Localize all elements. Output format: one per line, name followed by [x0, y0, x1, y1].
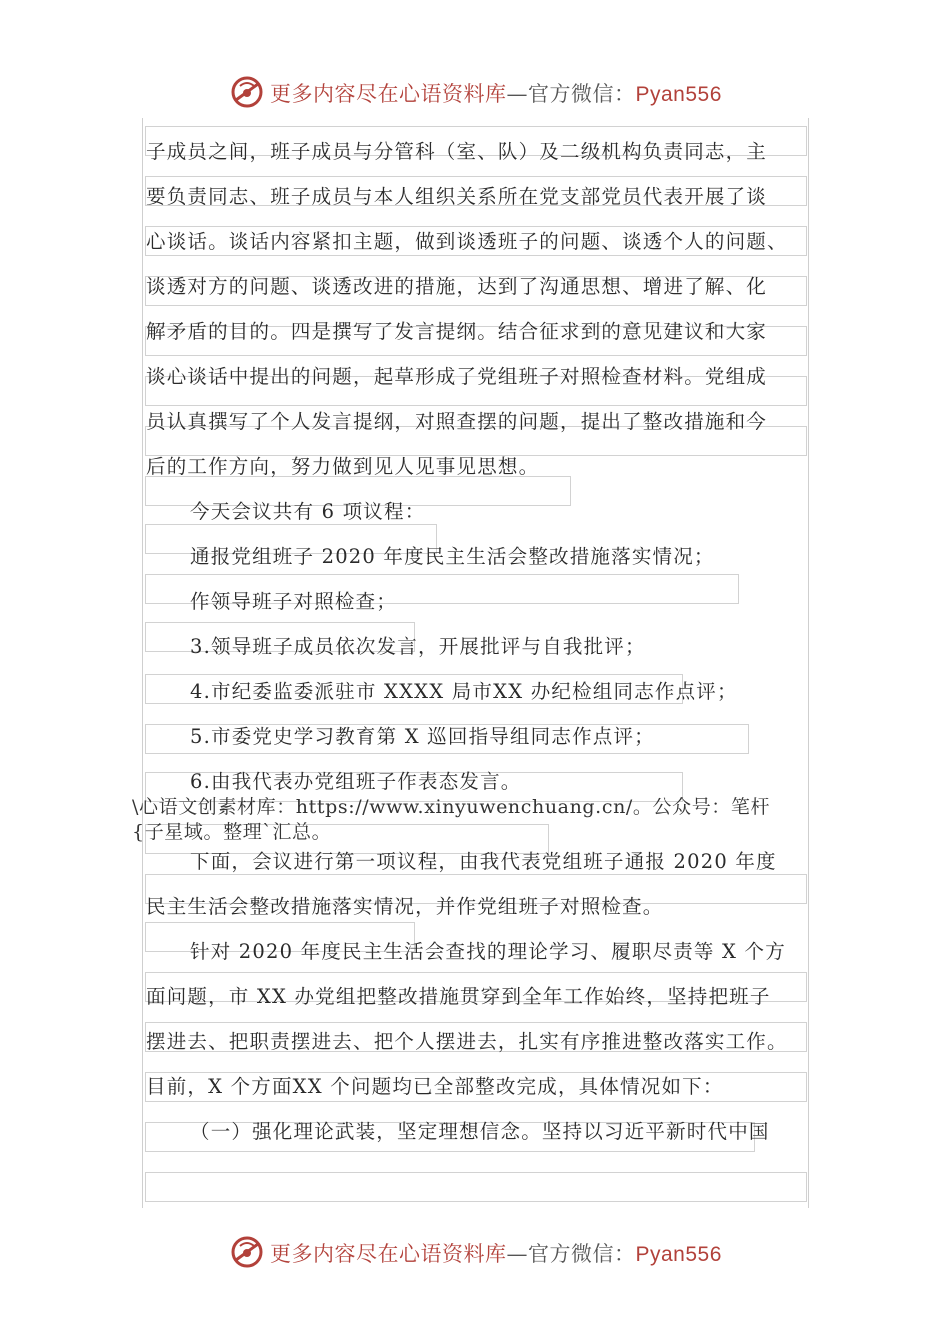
- body-line: 针对 2020 年度民主生活会查找的理论学习、履职尽责等 X 个方: [190, 940, 786, 963]
- body-line: 心谈话。谈话内容紧扣主题，做到谈透班子的问题、谈透个人的问题、: [146, 230, 788, 253]
- agenda-item: 通报党组班子 2020 年度民主生活会整改措施落实情况；: [190, 545, 715, 568]
- seal-logo-icon: [228, 74, 266, 110]
- agenda-item: 4.市纪委监委派驻市 XXXX 局市XX 办纪检组同志作点评；: [190, 680, 738, 703]
- agenda-item: 5.市委党史学习教育第 X 巡回指导组同志作点评；: [190, 725, 655, 748]
- body-line: 民主生活会整改措施落实情况，并作党组班子对照检查。: [146, 895, 664, 918]
- frame-left-border: [142, 118, 143, 1208]
- body-line: 要负责同志、班子成员与本人组织关系所在党支部党员代表开展了谈: [146, 185, 768, 208]
- banner-text: [270, 78, 722, 108]
- footer-banner: [0, 1232, 950, 1272]
- agenda-item: 3.领导班子成员依次发言，开展批评与自我批评；: [190, 635, 646, 658]
- agenda-item: 6.由我代表办党组班子作表态发言。: [190, 770, 522, 793]
- body-line: 下面，会议进行第一项议程，由我代表党组班子通报 2020 年度: [190, 850, 777, 873]
- body-line: 员认真撰写了个人发言提纲，对照查摆的问题，提出了整改措施和今: [146, 410, 768, 433]
- agenda-item: 作领导班子对照检查；: [190, 590, 398, 613]
- body-line: 解矛盾的目的。四是撰写了发言提纲。结合征求到的意见建议和大家: [146, 320, 768, 343]
- frame-right-border: [808, 118, 809, 1208]
- banner-title: 更多内容尽在心语资料库: [270, 82, 507, 106]
- watermark-line: \心语文创素材库：https://www.xinyuwenchuang.cn/。公众号：笔杆: [132, 796, 771, 818]
- body-line: 后的工作方向，努力做到见人见事见思想。: [146, 455, 540, 478]
- banner-wechat-id: Pyan556: [635, 83, 722, 106]
- banner-wechat-label: —官方微信：: [506, 82, 636, 106]
- body-line: 目前，X 个方面XX 个问题均已全部整改完成，具体情况如下：: [146, 1075, 724, 1098]
- section-heading-line: （一）强化理论武装，坚定理想信念。坚持以习近平新时代中国: [190, 1120, 770, 1143]
- watermark-line: {子星域。整理`汇总。: [132, 821, 332, 843]
- body-line: 面问题，市 XX 办党组把整改措施贯穿到全年工作始终，坚持把班子: [146, 985, 771, 1008]
- banner-title: 更多内容尽在心语资料库: [270, 1242, 507, 1266]
- agenda-intro: 今天会议共有 6 项议程：: [190, 500, 426, 523]
- banner-text: [270, 1238, 722, 1268]
- banner-wechat-id: Pyan556: [635, 1243, 722, 1266]
- body-line: 子成员之间，班子成员与分管科（室、队）及二级机构负责同志，主: [146, 140, 768, 163]
- body-line: 谈心谈话中提出的问题，起草形成了党组班子对照检查材料。党组成: [146, 365, 768, 388]
- seal-logo-icon: [228, 1234, 266, 1270]
- body-line: 谈透对方的问题、谈透改进的措施，达到了沟通思想、增进了解、化: [146, 275, 768, 298]
- text-box-outline: [145, 1172, 807, 1202]
- banner-wechat-label: —官方微信：: [506, 1242, 636, 1266]
- header-banner: [0, 72, 950, 112]
- body-line: 摆进去、把职责摆进去、把个人摆进去，扎实有序推进整改落实工作。: [146, 1030, 788, 1053]
